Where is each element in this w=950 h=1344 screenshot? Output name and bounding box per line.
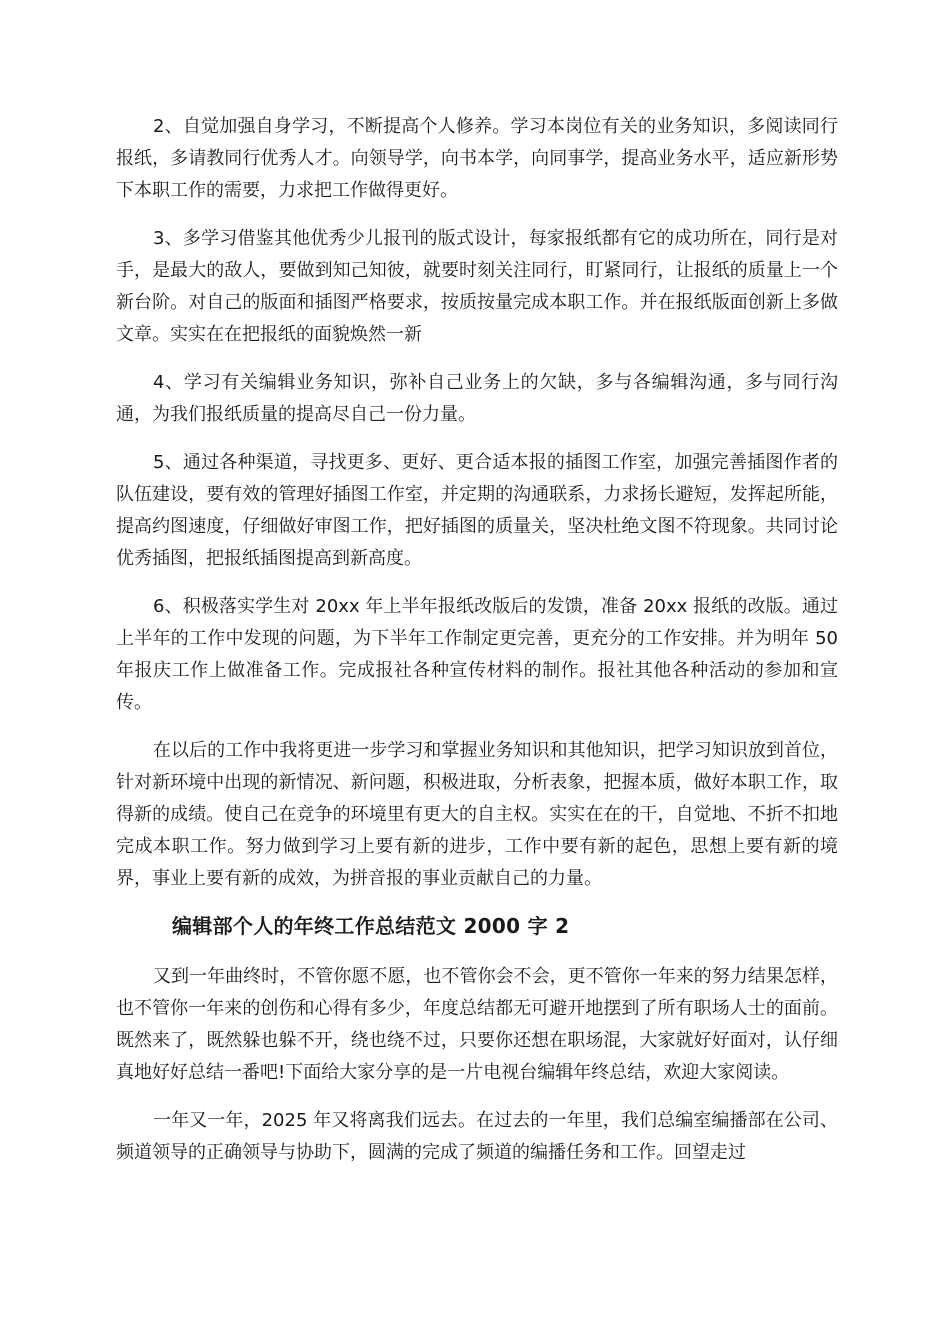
section-heading: 编辑部个人的年终工作总结范文 2000 字 2 [172, 914, 570, 938]
paragraph-item-6: 6、积极落实学生对 20xx 年上半年报纸改版后的发馈，准备 20xx 报纸的改版。通过上半年的工作中发现的问题，为下半年工作制定更完善，更充分的工作安排。并为明年 50 年报庆工作上做准备工作。完成报社各种宣传材料的制作。报社其他各种活动的参加和宣传。 [116, 596, 838, 713]
paragraph-item-3: 3、多学习借鉴其他优秀少儿报刊的版式设计，每家报纸都有它的成功所在，同行是对手，是最大的敌人，要做到知己知彼，就要时刻关注同行，盯紧同行，让报纸的质量上一个新台阶。对自己的版面和插图严格要求，按质按量完成本职工作。并在报纸版面创新上多做文章。实实在在把报纸的面貌焕然一新 [116, 228, 838, 345]
paragraph-intro: 又到一年曲终时，不管你愿不愿，也不管你会不会，更不管你一年来的努力结果怎样，也不管你一年来的创伤和心得有多少，年度总结都无可避开地摆到了所有职场人士的面前。既然来了，既然躲也躲不开，绕也绕不过，只要你还想在职场混，大家就好好面对，认仔细真地好好总结一番吧!下面给大家分享的是一片电视台编辑年终总结，欢迎大家阅读。 [116, 966, 838, 1083]
paragraph-conclusion: 在以后的工作中我将更进一步学习和掌握业务知识和其他知识，把学习知识放到首位，针对新环境中出现的新情况、新问题，积极进取，分析表象，把握本质，做好本职工作，取得新的成绩。使自己在竞争的环境里有更大的自主权。实实在在的干，自觉地、不折不扣地完成本职工作。努力做到学习上要有新的进步，工作中要有新的起色，思想上要有新的境界，事业上要有新的成效，为拼音报的事业贡献自己的力量。 [116, 740, 838, 889]
document-page [116, 111, 838, 1185]
paragraph-item-5: 5、通过各种渠道，寻找更多、更好、更合适本报的插图工作室，加强完善插图作者的队伍建设，要有效的管理好插图工作室，并定期的沟通联系，力求扬长避短，发挥起所能，提高约图速度，仔细做好审图工作，把好插图的质量关，坚决杜绝文图不符现象。共同讨论优秀插图，把报纸插图提高到新高度。 [116, 452, 838, 569]
paragraph-body: 一年又一年，2025 年又将离我们远去。在过去的一年里，我们总编室编播部在公司、频道领导的正确领导与协助下，圆满的完成了频道的编播任务和工作。回望走过 [116, 1110, 838, 1163]
paragraph-item-4: 4、学习有关编辑业务知识，弥补自己业务上的欠缺，多与各编辑沟通，多与同行沟通，为我们报纸质量的提高尽自己一份力量。 [116, 372, 838, 425]
paragraph-item-2: 2、自觉加强自身学习，不断提高个人修养。学习本岗位有关的业务知识，多阅读同行报纸，多请教同行优秀人才。向领导学，向书本学，向同事学，提高业务水平，适应新形势下本职工作的需要，力求把工作做得更好。 [116, 116, 838, 201]
